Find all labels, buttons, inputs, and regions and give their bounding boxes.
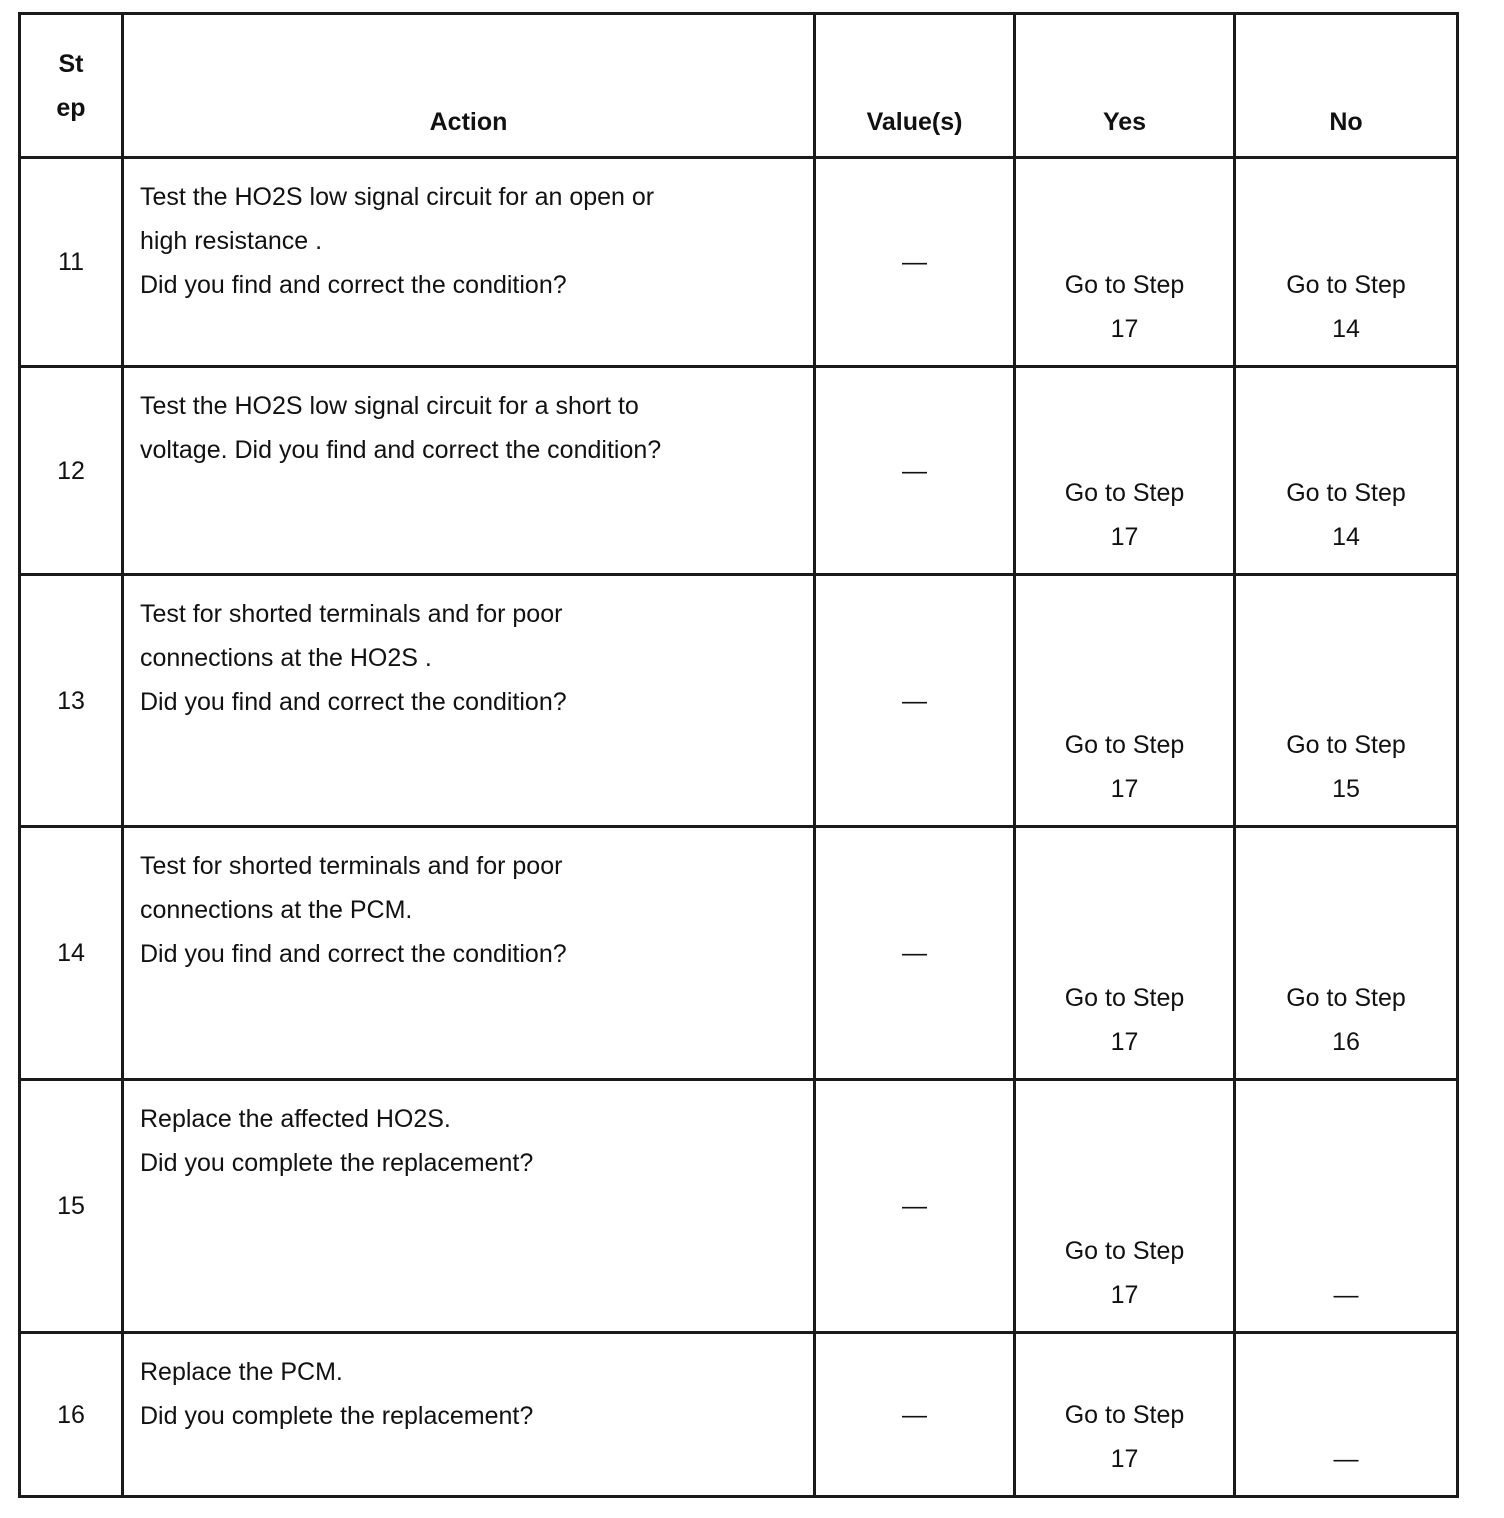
no-text-line: Go to Step [1286,731,1406,759]
yes-text-line: Go to Step [1064,479,1185,507]
action-text-line: Test the HO2S low signal circuit for a short to [140,392,639,420]
action-text-line: Replace the PCM. [140,1358,343,1386]
yes-text-line: Go to Step [1064,1237,1185,1265]
action-text-line: connections at the HO2S . [140,644,432,672]
action-text-line: Did you complete the replacement? [140,1402,534,1430]
no-cell [1235,1333,1458,1497]
action-text-line: Did you find and correct the condition? [140,940,567,968]
no-text-line: 16 [1332,1028,1360,1056]
yes-cell [1015,158,1235,367]
step-number: 12 [20,367,123,575]
action-text-line: Test for shorted terminals and for poor [140,600,563,628]
action-cell [123,827,815,1080]
yes-text-line: 17 [1110,315,1139,343]
step-number: 15 [20,1080,123,1333]
step-number: 13 [20,575,123,827]
value-cell: — [815,1080,1015,1333]
table-row [20,367,1458,575]
header-action: Action [123,14,815,158]
yes-cell [1015,1333,1235,1497]
value-cell: — [815,1333,1015,1497]
action-cell [123,158,815,367]
no-text-line: Go to Step [1286,984,1406,1012]
header-step-line2: ep [56,93,86,122]
yes-cell [1015,575,1235,827]
yes-text-line: 17 [1110,775,1139,803]
no-cell [1235,158,1458,367]
action-text-line: Test the HO2S low signal circuit for an open or [140,183,655,211]
no-cell [1235,367,1458,575]
header-values: Value(s) [815,14,1015,158]
no-text-line: Go to Step [1286,271,1406,299]
yes-text-line: Go to Step [1064,271,1185,299]
table-row [20,1333,1458,1497]
no-text-line: 15 [1332,775,1360,803]
no-text-line: — [1333,1445,1359,1473]
value-cell: — [815,367,1015,575]
action-text-line: Did you find and correct the condition? [140,688,567,716]
yes-cell [1015,1080,1235,1333]
no-text-line: 14 [1332,315,1360,343]
action-cell [123,1080,815,1333]
action-cell [123,575,815,827]
yes-text-line: Go to Step [1064,1401,1185,1429]
table-body [20,158,1458,1497]
action-text-line: Did you complete the replacement? [140,1149,534,1177]
action-text-line: Did you find and correct the condition? [140,271,567,299]
table-row [20,158,1458,367]
header-step-line1: St [58,49,84,78]
table-row [20,1080,1458,1333]
header-step [20,14,123,158]
table-row [20,827,1458,1080]
header-no: No [1235,14,1458,158]
action-text-line: high resistance . [140,227,323,255]
yes-cell [1015,367,1235,575]
action-cell [123,1333,815,1497]
action-text-line: Replace the affected HO2S. [140,1105,451,1133]
yes-text-line: 17 [1110,1281,1139,1309]
value-cell: — [815,158,1015,367]
yes-text-line: Go to Step [1064,731,1185,759]
value-cell: — [815,827,1015,1080]
step-number: 14 [20,827,123,1080]
step-number: 16 [20,1333,123,1497]
header-yes: Yes [1015,14,1235,158]
step-number: 11 [20,158,123,367]
yes-text-line: 17 [1110,523,1139,551]
yes-cell [1015,827,1235,1080]
action-text-line: Test for shorted terminals and for poor [140,852,563,880]
no-cell [1235,575,1458,827]
header-row [20,14,1458,158]
yes-text-line: 17 [1110,1445,1139,1473]
no-cell [1235,1080,1458,1333]
no-text-line: Go to Step [1286,479,1406,507]
yes-text-line: 17 [1110,1028,1139,1056]
no-text-line: 14 [1332,523,1360,551]
diagnostic-steps-table [18,12,1459,1498]
action-text-line: connections at the PCM. [140,896,413,924]
no-text-line: — [1333,1281,1359,1309]
action-cell [123,367,815,575]
table-row [20,575,1458,827]
action-text-line: voltage. Did you find and correct the condition? [140,436,662,464]
yes-text-line: Go to Step [1064,984,1185,1012]
value-cell: — [815,575,1015,827]
no-cell [1235,827,1458,1080]
